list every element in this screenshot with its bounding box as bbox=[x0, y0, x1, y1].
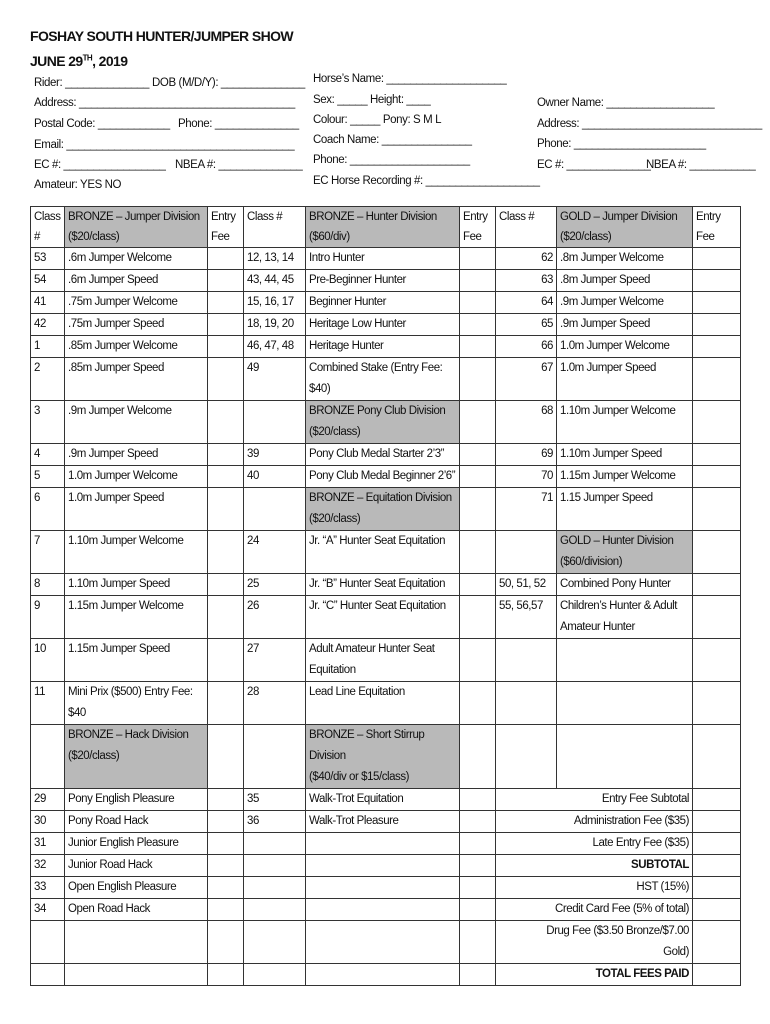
entry-fee-cell[interactable] bbox=[693, 488, 741, 531]
table-row: 29 Pony English Pleasure 35 Walk-Trot Equitation Entry Fee Subtotal bbox=[31, 789, 741, 811]
entry-fee-cell[interactable] bbox=[460, 401, 496, 444]
sex-height-field[interactable]: Sex: _____ Height: ____ bbox=[313, 94, 431, 106]
entry-fee-cell[interactable] bbox=[208, 314, 244, 336]
entry-fee-cell[interactable] bbox=[460, 248, 496, 270]
entry-fee-cell[interactable] bbox=[460, 292, 496, 314]
owner-address-field[interactable]: Address: ______________________________ bbox=[537, 118, 762, 130]
entry-fee-subtotal-value[interactable] bbox=[693, 789, 741, 811]
table-row: 11 Mini Prix ($500) Entry Fee: $40 28 Lead Line Equitation bbox=[31, 682, 741, 725]
coach-phone-field[interactable]: Phone: ____________________ bbox=[313, 154, 470, 166]
rider-phone-field[interactable]: Phone: ______________ bbox=[178, 118, 299, 130]
total-fees-paid-label: TOTAL FEES PAID bbox=[496, 964, 693, 986]
entry-fee-cell[interactable] bbox=[208, 639, 244, 682]
entry-fee-cell[interactable] bbox=[208, 877, 244, 899]
entry-fee-cell[interactable] bbox=[208, 358, 244, 401]
entry-fee-cell[interactable] bbox=[208, 964, 244, 986]
show-title: FOSHAY SOUTH HUNTER/JUMPER SHOW bbox=[30, 28, 293, 44]
entry-fee-cell[interactable] bbox=[208, 574, 244, 596]
header-bronze-hunter: BRONZE – Hunter Division ($60/div) bbox=[306, 207, 460, 248]
entry-fee-cell[interactable] bbox=[460, 811, 496, 833]
entry-fee-cell[interactable] bbox=[460, 725, 496, 789]
entry-fee-cell[interactable] bbox=[460, 596, 496, 639]
entry-fee-cell[interactable] bbox=[693, 574, 741, 596]
dob-field[interactable]: DOB (M/D/Y): ______________ bbox=[152, 77, 305, 89]
table-row: 10 1.15m Jumper Speed 27 Adult Amateur Hunter Seat Equitation bbox=[31, 639, 741, 682]
table-row: 3 .9m Jumper Welcome BRONZE Pony Club Division ($20/class) 68 1.10m Jumper Welcome bbox=[31, 401, 741, 444]
entry-fee-cell[interactable] bbox=[460, 531, 496, 574]
drug-fee-label: Drug Fee ($3.50 Bronze/$7.00 Gold) bbox=[496, 921, 693, 964]
coach-name-field[interactable]: Coach Name: _______________ bbox=[313, 134, 472, 146]
rider-address-field[interactable]: Address: ____________________________________ bbox=[34, 97, 295, 109]
amateur-field[interactable]: Amateur: YES NO bbox=[34, 179, 122, 191]
entry-fee-cell[interactable] bbox=[460, 270, 496, 292]
table-row: 8 1.10m Jumper Speed 25 Jr. “B” Hunter Seat Equitation 50, 51, 52 Combined Pony Hunter bbox=[31, 574, 741, 596]
admin-fee-value[interactable] bbox=[693, 811, 741, 833]
entry-fee-cell[interactable] bbox=[460, 682, 496, 725]
date-text: JUNE 29 bbox=[30, 53, 83, 69]
entry-fee-cell[interactable] bbox=[693, 358, 741, 401]
table-row: 30 Pony Road Hack 36 Walk-Trot Pleasure Administration Fee ($35) bbox=[31, 811, 741, 833]
table-row: 42 .75m Jumper Speed 18, 19, 20 Heritage Low Hunter 65 .9m Jumper Speed bbox=[31, 314, 741, 336]
entry-fee-cell[interactable] bbox=[693, 596, 741, 639]
table-row: 7 1.10m Jumper Welcome 24 Jr. “A” Hunter Seat Equitation GOLD – Hunter Division ($60/division) bbox=[31, 531, 741, 574]
table-row: 4 .9m Jumper Speed 39 Pony Club Medal Starter 2’3” 69 1.10m Jumper Speed bbox=[31, 444, 741, 466]
entry-fee-cell[interactable] bbox=[208, 336, 244, 358]
rider-nbea-field[interactable]: NBEA #: ______________ bbox=[175, 159, 303, 171]
subtotal-value[interactable] bbox=[693, 855, 741, 877]
table-row bbox=[31, 725, 741, 789]
entry-fee-cell[interactable] bbox=[693, 248, 741, 270]
entry-fee-cell[interactable] bbox=[208, 811, 244, 833]
entry-fee-cell[interactable] bbox=[693, 444, 741, 466]
short-stirrup-division-header: BRONZE – Short Stirrup Division ($40/div or $15/class) bbox=[306, 725, 460, 789]
show-date bbox=[30, 53, 127, 69]
entry-fee-cell[interactable] bbox=[460, 336, 496, 358]
entry-fee-cell[interactable] bbox=[693, 531, 741, 574]
entry-fee-cell[interactable] bbox=[460, 444, 496, 466]
header-gold-jumper: GOLD – Jumper Division ($20/class) bbox=[557, 207, 693, 248]
entry-fee-cell[interactable] bbox=[208, 488, 244, 531]
table-row: 5 1.0m Jumper Welcome 40 Pony Club Medal Beginner 2’6” 70 1.15m Jumper Welcome bbox=[31, 466, 741, 488]
entry-fee-cell[interactable] bbox=[460, 358, 496, 401]
entry-fee-cell[interactable] bbox=[208, 444, 244, 466]
entry-fee-cell[interactable] bbox=[460, 964, 496, 986]
entry-fee-cell[interactable] bbox=[460, 877, 496, 899]
entry-fee-cell[interactable] bbox=[460, 314, 496, 336]
rider-field[interactable]: Rider: ______________ bbox=[34, 77, 150, 89]
entry-fee-cell[interactable] bbox=[460, 488, 496, 531]
entry-fee-cell[interactable] bbox=[208, 833, 244, 855]
entry-table bbox=[30, 206, 741, 986]
entry-fee-cell[interactable] bbox=[460, 639, 496, 682]
entry-fee-cell[interactable] bbox=[693, 725, 741, 789]
header-entry-fee-2: Entry Fee bbox=[460, 207, 496, 248]
owner-phone-field[interactable]: Phone: ______________________ bbox=[537, 138, 706, 150]
entry-fee-cell[interactable] bbox=[208, 596, 244, 639]
credit-card-fee-label: Credit Card Fee (5% of total) bbox=[496, 899, 693, 921]
hack-division-header: BRONZE – Hack Division ($20/class) bbox=[65, 725, 208, 789]
late-fee-value[interactable] bbox=[693, 833, 741, 855]
drug-fee-value[interactable] bbox=[693, 921, 741, 964]
total-fees-paid-value[interactable] bbox=[693, 964, 741, 986]
owner-ec-field[interactable]: EC #: ______________ bbox=[537, 159, 651, 171]
entry-fee-cell[interactable] bbox=[208, 682, 244, 725]
ec-horse-recording-field[interactable]: EC Horse Recording #: ___________________ bbox=[313, 175, 540, 187]
table-row: 53 .6m Jumper Welcome 12, 13, 14 Intro Hunter 62 .8m Jumper Welcome bbox=[31, 248, 741, 270]
entry-fee-cell[interactable] bbox=[460, 574, 496, 596]
entry-fee-cell[interactable] bbox=[460, 855, 496, 877]
entry-fee-cell[interactable] bbox=[693, 401, 741, 444]
colour-pony-field[interactable]: Colour: _____ Pony: S M L bbox=[313, 114, 442, 126]
header-class-2: Class # bbox=[244, 207, 306, 248]
gold-hunter-division-header: GOLD – Hunter Division ($60/division) bbox=[557, 531, 693, 574]
table-row: 32 Junior Road Hack SUBTOTAL bbox=[31, 855, 741, 877]
table-row: 2 .85m Jumper Speed 49 Combined Stake (Entry Fee: $40) 67 1.0m Jumper Speed bbox=[31, 358, 741, 401]
entry-fee-cell[interactable] bbox=[208, 899, 244, 921]
pony-club-division-header: BRONZE Pony Club Division ($20/class) bbox=[306, 401, 460, 444]
table-row bbox=[31, 964, 741, 986]
entry-fee-cell[interactable] bbox=[460, 921, 496, 964]
hst-value[interactable] bbox=[693, 877, 741, 899]
header-class: Class # bbox=[31, 207, 65, 248]
rider-ec-field[interactable]: EC #: _________________ bbox=[34, 159, 166, 171]
entry-fee-cell[interactable] bbox=[693, 466, 741, 488]
header-bronze-jumper: BRONZE – Jumper Division ($20/class) bbox=[65, 207, 208, 248]
late-fee-label: Late Entry Fee ($35) bbox=[496, 833, 693, 855]
table-header-row bbox=[31, 207, 741, 248]
entry-fee-cell[interactable] bbox=[460, 466, 496, 488]
table-row: 9 1.15m Jumper Welcome 26 Jr. “C” Hunter Seat Equitation 55, 56,57 Children’s Hunter & Adult Amateur Hunter bbox=[31, 596, 741, 639]
entry-fee-cell[interactable] bbox=[208, 725, 244, 789]
entry-fee-cell[interactable] bbox=[460, 899, 496, 921]
entry-fee-cell[interactable] bbox=[693, 639, 741, 682]
entry-fee-cell[interactable] bbox=[208, 921, 244, 964]
table-row: 6 1.0m Jumper Speed BRONZE – Equitation Division ($20/class) 71 1.15 Jumper Speed bbox=[31, 488, 741, 531]
entry-fee-cell[interactable] bbox=[693, 292, 741, 314]
equitation-division-header: BRONZE – Equitation Division ($20/class) bbox=[306, 488, 460, 531]
table-row: 33 Open English Pleasure HST (15%) bbox=[31, 877, 741, 899]
header-class-3: Class # bbox=[496, 207, 557, 248]
header-entry-fee-3: Entry Fee bbox=[693, 207, 741, 248]
entry-fee-cell[interactable] bbox=[208, 466, 244, 488]
table-row: 1 .85m Jumper Welcome 46, 47, 48 Heritage Hunter 66 1.0m Jumper Welcome bbox=[31, 336, 741, 358]
entry-fee-cell[interactable] bbox=[460, 833, 496, 855]
entry-fee-cell[interactable] bbox=[208, 789, 244, 811]
admin-fee-label: Administration Fee ($35) bbox=[496, 811, 693, 833]
hst-label: HST (15%) bbox=[496, 877, 693, 899]
entry-fee-cell[interactable] bbox=[208, 270, 244, 292]
table-row: 54 .6m Jumper Speed 43, 44, 45 Pre-Beginner Hunter 63 .8m Jumper Speed bbox=[31, 270, 741, 292]
entry-fee-cell[interactable] bbox=[693, 682, 741, 725]
date-suffix: TH bbox=[82, 53, 93, 63]
table-row: 31 Junior English Pleasure Late Entry Fee ($35) bbox=[31, 833, 741, 855]
entry-fee-cell[interactable] bbox=[460, 789, 496, 811]
owner-nbea-field[interactable]: NBEA #: ___________ bbox=[646, 159, 756, 171]
entry-fee-cell[interactable] bbox=[693, 314, 741, 336]
entry-fee-subtotal-label: Entry Fee Subtotal bbox=[496, 789, 693, 811]
year-text: , 2019 bbox=[92, 53, 128, 69]
horse-name-field[interactable]: Horse’s Name: ____________________ bbox=[313, 73, 507, 85]
entry-fee-cell[interactable] bbox=[208, 292, 244, 314]
email-field[interactable]: Email: ______________________________________ bbox=[34, 139, 295, 151]
subtotal-label: SUBTOTAL bbox=[496, 855, 693, 877]
table-row bbox=[31, 921, 741, 964]
entry-fee-cell[interactable] bbox=[208, 531, 244, 574]
table-row: 34 Open Road Hack Credit Card Fee (5% of total) bbox=[31, 899, 741, 921]
entry-fee-cell[interactable] bbox=[693, 270, 741, 292]
credit-card-fee-value[interactable] bbox=[693, 899, 741, 921]
postal-code-field[interactable]: Postal Code: ____________ bbox=[34, 118, 170, 130]
entry-fee-cell[interactable] bbox=[693, 336, 741, 358]
header-entry-fee: Entry Fee bbox=[208, 207, 244, 248]
table-row: 41 .75m Jumper Welcome 15, 16, 17 Beginner Hunter 64 .9m Jumper Welcome bbox=[31, 292, 741, 314]
entry-fee-cell[interactable] bbox=[208, 248, 244, 270]
entry-fee-cell[interactable] bbox=[208, 401, 244, 444]
entry-fee-cell[interactable] bbox=[208, 855, 244, 877]
owner-name-field[interactable]: Owner Name: __________________ bbox=[537, 97, 715, 109]
